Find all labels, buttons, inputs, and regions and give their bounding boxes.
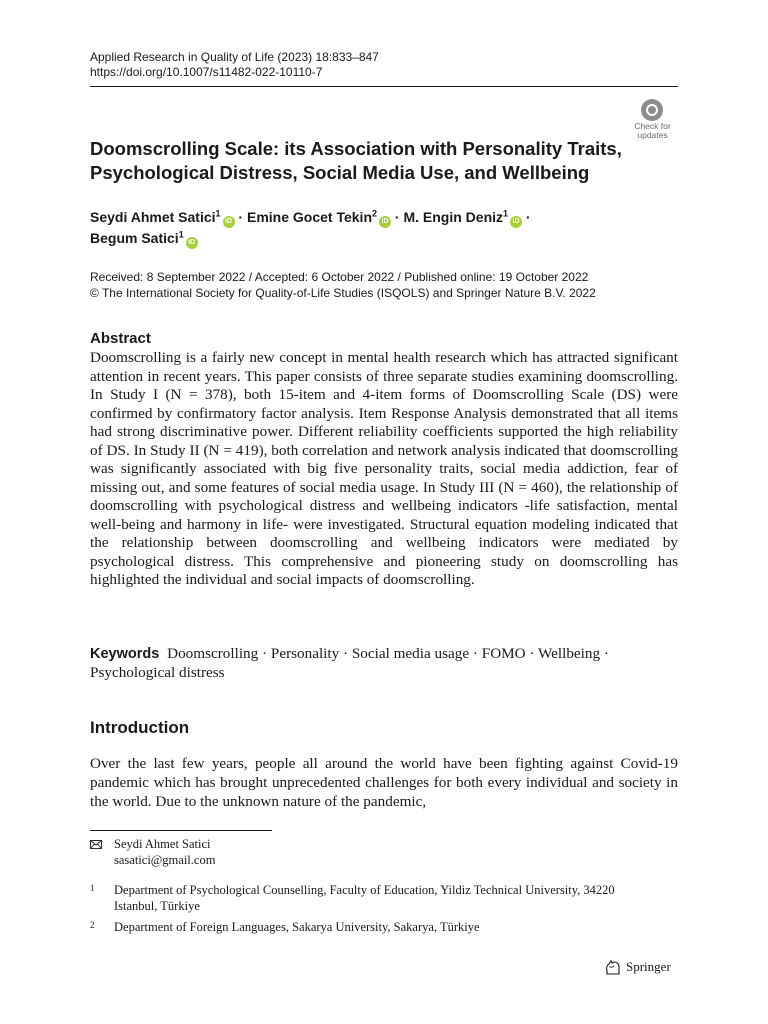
header-rule <box>90 86 678 87</box>
copyright-line: © The International Society for Quality-of-Life Studies (ISQOLS) and Springer Nature B.V. 2022 <box>90 286 596 300</box>
paper-title: Doomscrolling Scale: its Association with Personality Traits, Psychological Distress, Social Media Use, and Wellbeing <box>90 138 622 183</box>
keywords-list: Doomscrolling · Personality · Social media usage · FOMO · Wellbeing · Psychological distress <box>90 645 609 681</box>
publisher-name: Springer <box>626 959 671 974</box>
check-for-updates-label: Check for updates <box>634 121 671 140</box>
footnote-text: Department of Foreign Languages, Sakarya University, Sakarya, Türkiye <box>114 920 480 934</box>
introduction-text: Over the last few years, people all around the world have been fighting against Covid-19 pandemic which has brought unprecedented challenges for both every individual and society in the world. Due to the unknown nature of the pandemic, <box>90 755 678 810</box>
keywords-block <box>90 645 678 682</box>
running-header <box>90 50 379 80</box>
author-name: Begum Satici <box>90 230 179 246</box>
author-name: Seydi Ahmet Satici <box>90 209 216 225</box>
publisher-logo <box>604 958 684 978</box>
affiliation-marker: 2 <box>372 208 378 219</box>
footnote-number: 2 <box>90 920 95 930</box>
abstract-heading: Abstract <box>90 330 151 347</box>
author-name: Emine Gocet Tekin <box>247 209 372 225</box>
footnote-number: 1 <box>90 883 95 893</box>
check-for-updates-badge[interactable] <box>626 97 679 141</box>
springer-horse-icon <box>604 959 622 976</box>
author-list: Seydi Ahmet Satici$^1$iD · Emine Gocet Tekin$^2$iD · M. Engin Deniz$^1$iD · Begum Satici$^1$iD <box>90 207 650 249</box>
abstract-text: Doomscrolling is a fairly new concept in mental health research which has attracted significant attention in recent years. This paper consists of three separate studies examining doomscrolling. In Study I (N = 378), both 15-item and 4-item forms of Doomscrolling Scale (DS) were confirmed by confirmatory factor analysis. Item Response Analysis demonstrated that all items had strong discriminative power. Different reliability coefficients supported the high reliability of DS. In Study II (N = 419), both correlation and network analysis indicated that doomscrolling was significantly associated with big five personality traits, social media addiction, fear of missing out, and some features of social media usage. In Study III (N = 460), the relationship of doomscrolling with psychological distress and wellbeing indicators -life satisfaction, mental well-being and harmony in life- were investigated. Structural equation modeling indicated that the relationship between doomscrolling and wellbeing indicators were mediated by psychological distress. This comprehensive and pioneering study on doomscrolling has highlighted the individual and social impacts of doomscrolling. <box>90 349 678 588</box>
corresponding-author-email[interactable]: sasatici@gmail.com <box>114 853 216 867</box>
corresponding-author-name: Seydi Ahmet Satici <box>114 837 211 851</box>
orcid-icon[interactable]: iD <box>379 216 391 228</box>
keywords-label: Keywords <box>90 646 160 662</box>
orcid-icon[interactable]: iD <box>223 216 235 228</box>
check-for-updates-icon <box>641 99 663 121</box>
orcid-icon[interactable]: iD <box>510 216 522 228</box>
footnote-rule <box>90 830 272 831</box>
affiliation-marker: 1 <box>503 208 509 219</box>
footnote-text: Department of Psychological Counselling, Faculty of Education, Yildiz Technical University, 34220 Istanbul, Türkiye <box>114 883 615 913</box>
introduction-heading: Introduction <box>90 718 190 737</box>
orcid-icon[interactable]: iD <box>186 237 198 249</box>
affiliation-marker: 1 <box>215 208 221 219</box>
publication-history <box>90 269 596 301</box>
envelope-icon <box>90 840 102 849</box>
author-name: M. Engin Deniz <box>403 209 504 225</box>
doi-link[interactable]: https://doi.org/10.1007/s11482-022-10110-7 <box>90 65 323 79</box>
publication-dates: Received: 8 September 2022 / Accepted: 6 October 2022 / Published online: 19 October 2022 <box>90 270 589 284</box>
journal-citation: Applied Research in Quality of Life (2023) 18:833–847 <box>90 50 379 64</box>
affiliation-marker: 1 <box>178 229 184 240</box>
